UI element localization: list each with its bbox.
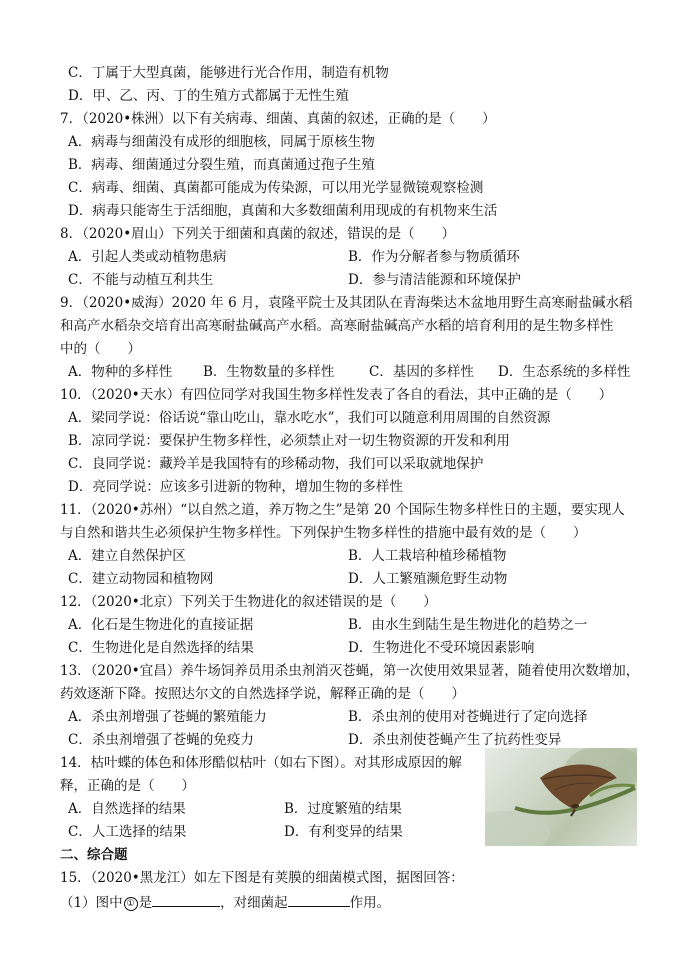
question-14-line-1: 14．枯叶蝶的体色和体形酷似枯叶（如右下图）。对其形成原因的解 (60, 755, 462, 771)
q10-option-c: C．良同学说：藏羚羊是我国特有的珍稀动物，我们可以采取就地保护 (68, 456, 484, 472)
q15-part1-end: 作用。 (349, 895, 391, 911)
circled-number-1: ① (124, 897, 138, 911)
q7-option-b: B．病毒、细菌通过分裂生殖，而真菌通过孢子生殖 (68, 157, 375, 173)
q15-part1-is: 是 (138, 895, 153, 911)
question-15-part-1 (60, 892, 390, 912)
q7-option-a: A．病毒与细菌没有成形的细胞核，同属于原核生物 (68, 134, 375, 150)
q15-part1-prefix: （1）图中 (60, 895, 123, 911)
section-heading: 二、综合题 (60, 847, 128, 863)
question-14-line-2: 释，正确的是（ ） (60, 778, 195, 794)
q8-option-d: D．参与清洁能源和环境保护 (348, 272, 521, 288)
question-15: 15．（2020•黑龙江）如左下图是有荚膜的细菌模式图，据图回答： (60, 870, 464, 886)
q6-option-d: D．甲、乙、丙、丁的生殖方式都属于无性生殖 (68, 88, 349, 104)
q14-option-c: C．人工选择的结果 (68, 824, 187, 840)
q9-option-c: C．基因的多样性 (369, 364, 474, 380)
q12-option-c: C．生物进化是自然选择的结果 (68, 640, 254, 656)
q13-option-a: A．杀虫剂增强了苍蝇的繁殖能力 (68, 709, 267, 725)
leaf-butterfly-photo (485, 748, 637, 846)
q10-option-b: B．凉同学说：要保护生物多样性，必须禁止对一切生物资源的开发和利用 (68, 433, 510, 449)
q6-option-c: C．丁属于大型真菌，能够进行光合作用，制造有机物 (68, 65, 389, 81)
question-9-line-2: 和高产水稻杂交培育出高寒耐盐碱高产水稻。高寒耐盐碱高产水稻的培育利用的是生物多样性 (60, 318, 614, 334)
q15-part1-middle: ，对细菌起 (220, 895, 288, 911)
answer-blank-1[interactable] (152, 892, 220, 907)
question-13-line-1: 13．（2020•宜昌）养牛场饲养员用杀虫剂消灭苍蝇，第一次使用效果显著，随着使用次数增加， (60, 663, 640, 679)
q10-option-d: D．亮同学说：应该多引进新的物种，增加生物的多样性 (68, 479, 403, 495)
q8-option-a: A．引起人类或动植物患病 (68, 249, 227, 265)
q13-option-b: B．杀虫剂的使用对苍蝇进行了定向选择 (348, 709, 588, 725)
q13-option-d: D．杀虫剂使苍蝇产生了抗药性变异 (348, 732, 562, 748)
q7-option-c: C．病毒、细菌、真菌都可能成为传染源，可以用光学显微镜观察检测 (68, 180, 484, 196)
question-12: 12．（2020•北京）下列关于生物进化的叙述错误的是（ ） (60, 594, 437, 610)
q13-option-c: C．杀虫剂增强了苍蝇的免疫力 (68, 732, 254, 748)
q7-option-d: D．病毒只能寄生于活细胞，真菌和大多数细菌利用现成的有机物来生活 (68, 203, 498, 219)
question-13-line-2: 药效逐渐下降。按照达尔文的自然选择学说，解释正确的是（ ） (60, 686, 465, 702)
q14-option-a: A．自然选择的结果 (68, 801, 186, 817)
q12-option-a: A．化石是生物进化的直接证据 (68, 617, 254, 633)
question-9-line-1: 9．（2020•威海）2020 年 6 月，袁隆平院士及其团队在青海柴达木盆地用野生高寒耐盐碱水稻 (60, 295, 633, 311)
q9-option-a: A．物种的多样性 (68, 364, 173, 380)
q14-option-b: B．过度繁殖的结果 (284, 801, 402, 817)
q11-option-a: A．建立自然保护区 (68, 548, 186, 564)
q11-option-b: B．人工栽培种植珍稀植物 (348, 548, 507, 564)
q8-option-c: C．不能与动植互利共生 (68, 272, 214, 288)
leaf-butterfly-illustration (485, 748, 637, 846)
q11-option-d: D．人工繁殖濒危野生动物 (348, 571, 508, 587)
question-7: 7．（2020•株洲）以下有关病毒、细菌、真菌的叙述，正确的是（ ） (60, 111, 496, 127)
q8-option-b: B．作为分解者参与物质循环 (348, 249, 520, 265)
q12-option-b: B．由水生到陆生是生物进化的趋势之一 (348, 617, 588, 633)
q11-option-c: C．建立动物园和植物网 (68, 571, 214, 587)
question-8: 8．（2020•眉山）下列关于细菌和真菌的叙述，错误的是（ ） (60, 226, 456, 242)
q10-option-a: A．梁同学说：俗话说“靠山吃山，靠水吃水”，我们可以随意利用周围的自然资源 (68, 410, 551, 426)
q9-option-b: B．生物数量的多样性 (203, 364, 335, 380)
question-11-line-2: 与自然和谐共生必须保护生物多样性。下列保护生物多样性的措施中最有效的是（ ） (60, 525, 587, 541)
q12-option-d: D．生物进化不受环境因素影响 (348, 640, 535, 656)
answer-blank-2[interactable] (288, 892, 350, 907)
question-9-line-3: 中的（ ） (60, 341, 141, 357)
q14-option-d: D．有利变异的结果 (284, 824, 403, 840)
q9-option-d: D．生态系统的多样性 (498, 364, 631, 380)
question-11-line-1: 11．（2020•苏州）“以自然之道，养万物之生”是第 20 个国际生物多样性日的主题，要实现人 (60, 502, 625, 518)
question-10: 10．（2020•天水）有四位同学对我国生物多样性发表了各自的看法，其中正确的是（ ） (60, 387, 613, 403)
